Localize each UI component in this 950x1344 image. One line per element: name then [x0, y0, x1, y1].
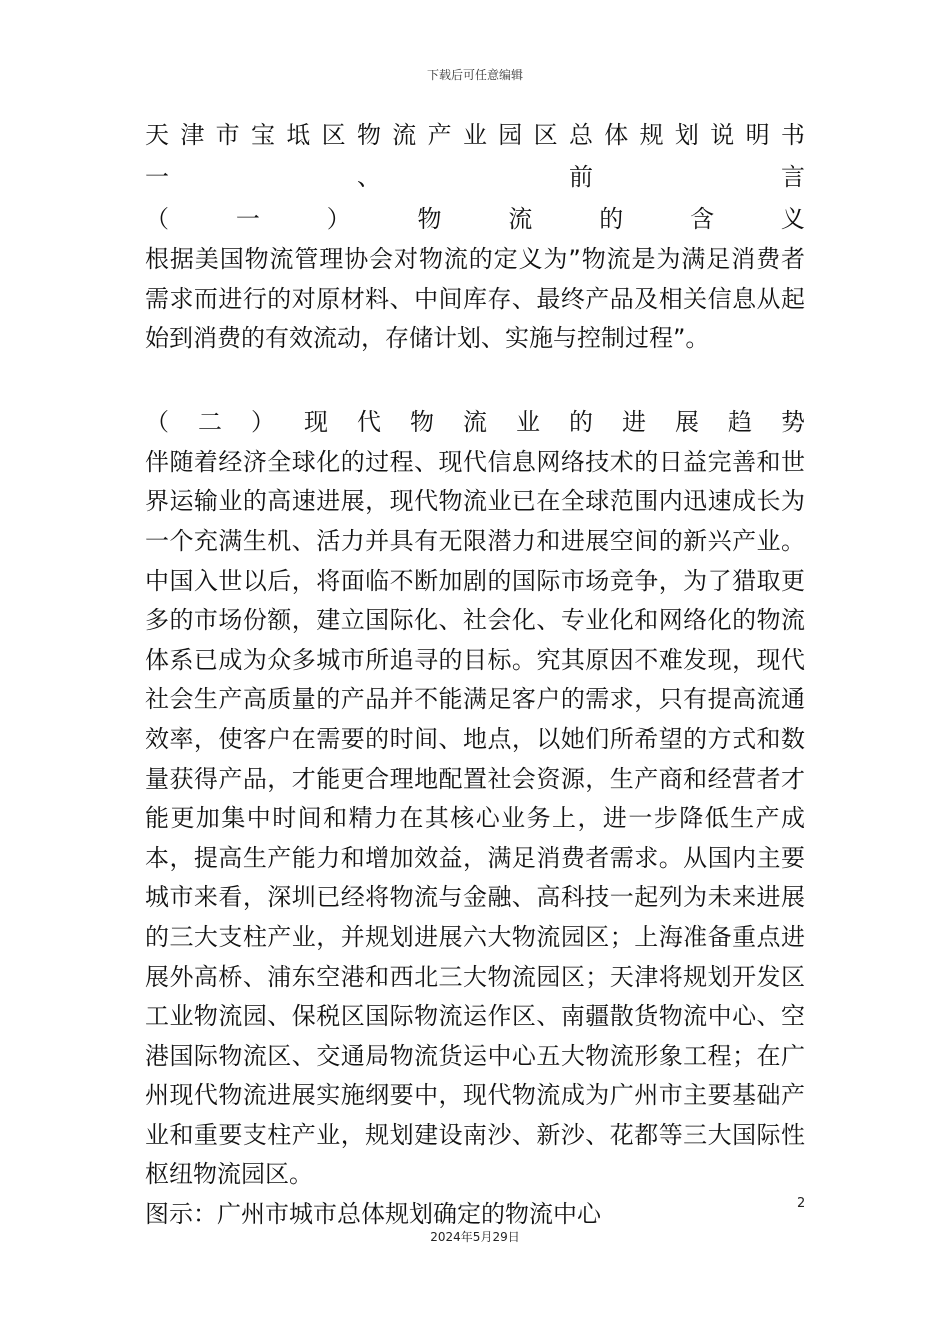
heading-char: （ — [145, 205, 169, 233]
heading-char: 的 — [569, 407, 593, 436]
heading-char: 产 — [427, 121, 452, 149]
heading-char: 说 — [710, 121, 735, 149]
heading-char: 代 — [357, 407, 381, 436]
heading-char: 义 — [780, 205, 805, 233]
document-title — [145, 114, 805, 156]
heading-char: 市 — [215, 121, 240, 149]
heading-char: （ — [145, 407, 169, 436]
heading-char: 流 — [463, 407, 487, 436]
heading-char: 趋 — [728, 407, 752, 436]
page-footer-date: 2024年5月29日 — [430, 1230, 520, 1244]
heading-char: 、 — [357, 163, 381, 191]
heading-char: 流 — [508, 205, 533, 233]
heading-char: 园 — [498, 121, 523, 149]
heading-char: 天 — [145, 121, 169, 149]
heading-char: 进 — [622, 407, 646, 436]
heading-char: 流 — [392, 121, 417, 149]
heading-char: 宝 — [250, 121, 275, 149]
page-number: 2 — [797, 1196, 806, 1211]
heading-char: 坻 — [286, 121, 311, 149]
heading-char: 业 — [462, 121, 487, 149]
heading-char: 势 — [781, 407, 805, 436]
paragraph-spacer — [145, 359, 805, 401]
heading-char: 区 — [321, 121, 346, 149]
paragraph-trends: 伴随着经济全球化的过程、现代信息网络技术的日益完善和世界运输业的高速进展，现代物流业已在全球范围内迅速成长为一个充满生机、活力并具有无限潜力和进展空间的新兴产业。中国入世以后，将面临不断加剧的国际市场竞争，为了猎取更多的市场份额，建立国际化、社会化、专业化和网络化的物流体系已成为众多城市所追寻的目标。究其原因不难发现，现代社会生产高质量的产品并不能满足客户的需求，只有提高流通效率，使客户在需要的时间、地点，以她们所希望的方式和数量获得产品，才能更合理地配置社会资源，生产商和经营者才能更加集中时间和精力在其核心业务上，进一步降低生产成本，提高生产能力和增加效益，满足消费者需求。从国内主要城市来看，深圳已经将物流与金融、高科技一起列为未来进展的三大支柱产业，并规划进展六大物流园区；上海准备重点进展外高桥、浦东空港和西北三大物流园区；天津将规划开发区工业物流园、保税区国际物流运作区、南疆散货物流中心、空港国际物流区、交通局物流货运中心五大物流形象工程；在广州现代物流进展实施纲要中，现代物流成为广州市主要基础产业和重要支柱产业，规划建设南沙、新沙、花都等三大国际性枢纽物流园区。 — [145, 447, 805, 1189]
heading-char: 物 — [410, 407, 434, 436]
heading-char: 展 — [675, 407, 699, 436]
heading-char: 划 — [674, 121, 699, 149]
heading-char: 体 — [604, 121, 629, 149]
document-body — [145, 114, 805, 1235]
heading-char: 一 — [235, 205, 260, 233]
subsection-heading-trends — [145, 401, 805, 443]
heading-char: 津 — [180, 121, 205, 149]
heading-char: 一 — [145, 163, 169, 191]
heading-char: 二 — [198, 407, 222, 436]
heading-char: 言 — [781, 163, 805, 191]
heading-char: 总 — [568, 121, 593, 149]
heading-char: ） — [326, 205, 351, 233]
heading-char: 规 — [639, 121, 664, 149]
heading-char: 区 — [533, 121, 558, 149]
heading-char: 明 — [745, 121, 770, 149]
heading-char: 书 — [780, 121, 805, 149]
heading-char: 业 — [516, 407, 540, 436]
heading-char: 现 — [304, 407, 328, 436]
heading-char: 前 — [569, 163, 593, 191]
heading-char: ） — [251, 407, 275, 436]
heading-char: 物 — [356, 121, 381, 149]
paragraph-definition: 根据美国物流管理协会对物流的定义为”物流是为满足消费者需求而进行的对原材料、中间库存、最终产品及相关信息从起始到消费的有效流动，存储计划、实施与控制过程”。 — [145, 245, 805, 353]
heading-char: 的 — [599, 205, 624, 233]
page-header-note: 下载后可任意编辑 — [426, 68, 523, 82]
subsection-heading-definition — [145, 198, 805, 240]
figure-caption: 图示：广州市城市总体规划确定的物流中心 — [145, 1200, 601, 1229]
section-heading-preface — [145, 156, 805, 198]
heading-char: 物 — [417, 205, 442, 233]
heading-char: 含 — [690, 205, 715, 233]
